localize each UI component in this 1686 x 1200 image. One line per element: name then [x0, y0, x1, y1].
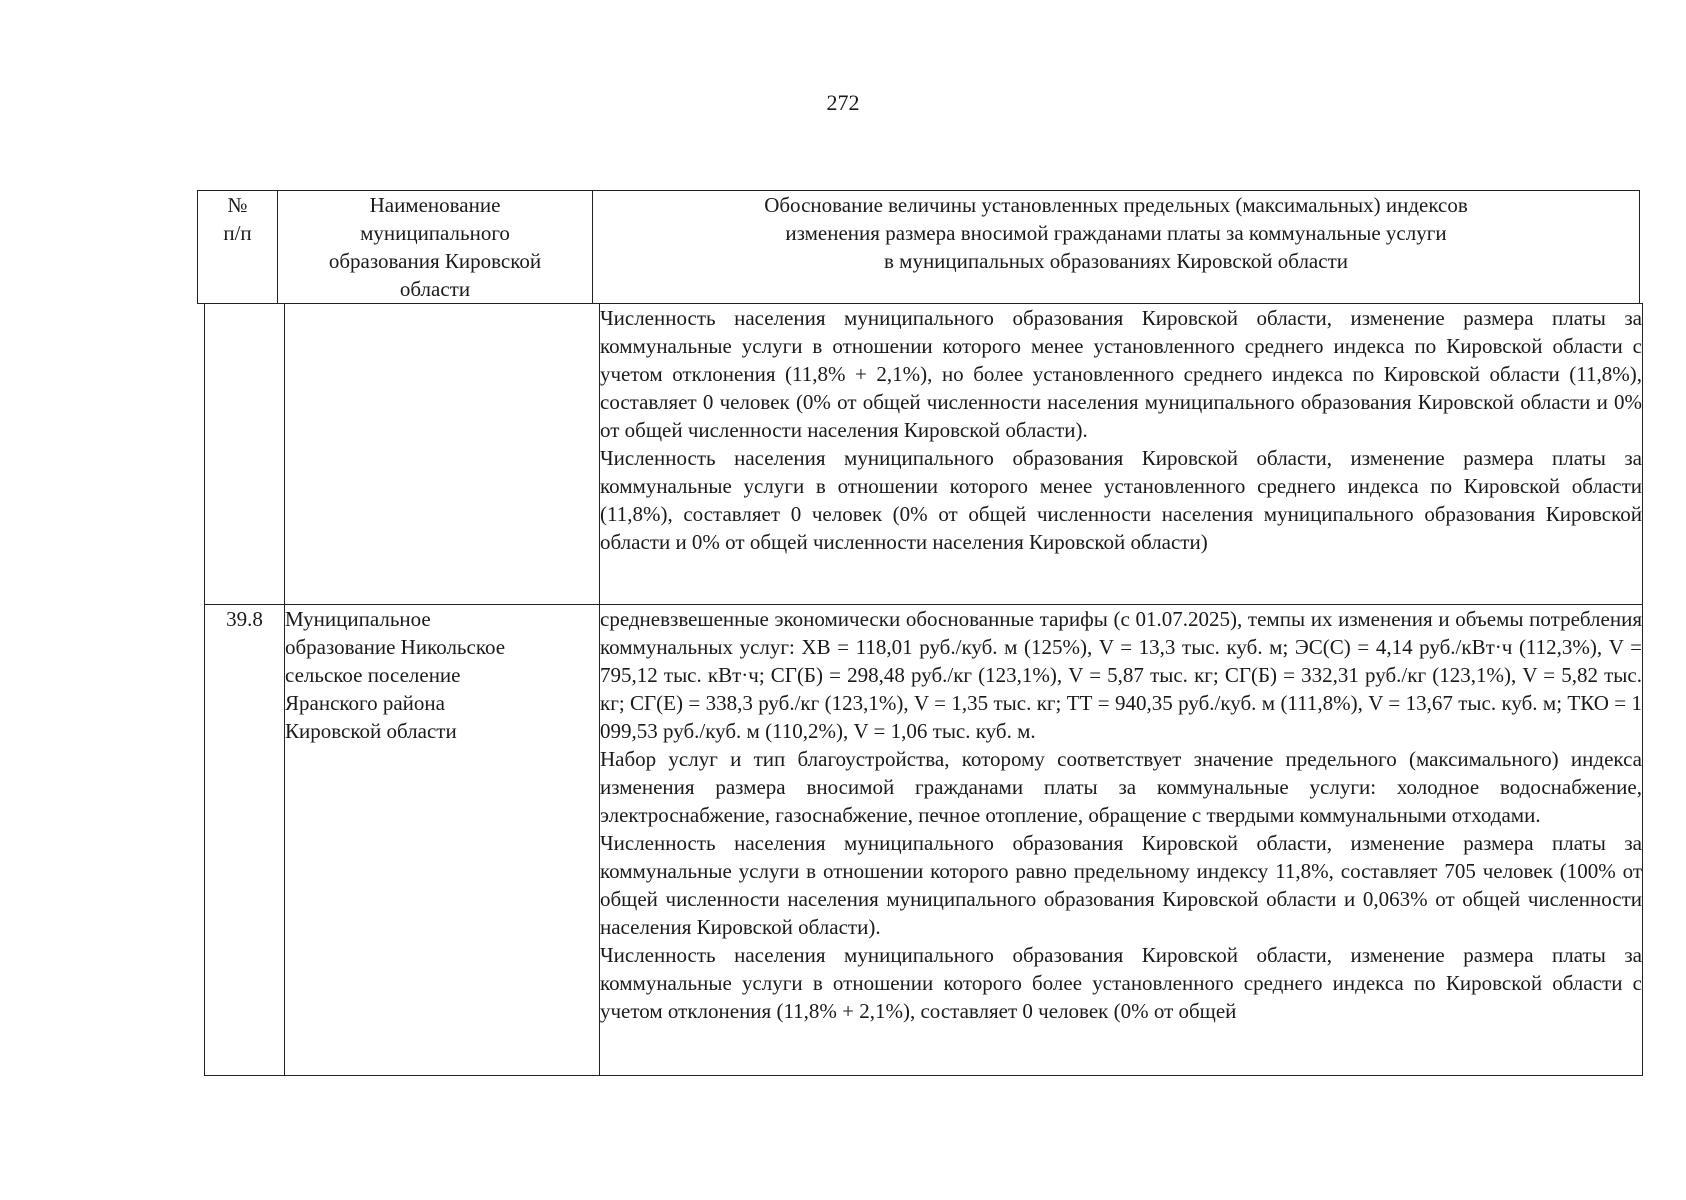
table-header	[197, 190, 1640, 304]
paragraph: Численность населения муниципального образования Кировской области, изменение размера платы за коммунальные услуги в отношении которого менее установленного среднего индекса по Кировской области (11,8%), составляет 0 человек (0% от общей численности населения муниципального образования Кировской области и 0% от общей численности населения Кировской области)	[600, 446, 1642, 554]
name-line: Муниципальное	[285, 607, 431, 631]
table-row	[205, 605, 1643, 1076]
paragraph: Набор услуг и тип благоустройства, которому соответствует значение предельного (максимального) индекса изменения размера вносимой гражданами платы за коммунальные услуги: холодное водоснабжение, электроснабжение, газоснабжение, печное отопление, обращение с твердыми коммунальными отходами.	[600, 747, 1642, 827]
table-body	[204, 303, 1643, 1076]
page-number: 272	[826, 90, 860, 115]
name-line: сельское поселение	[285, 663, 461, 687]
row-number-cell	[205, 304, 285, 605]
column-header-name	[278, 191, 593, 304]
paragraph: средневзвешенные экономически обоснованные тарифы (с 01.07.2025), темпы их изменения и объемы потребления коммунальных услуг: ХВ = 118,01 руб./куб. м (125%), V = 13,3 тыс. куб. м; ЭС(С) = 4,14 руб./кВт·ч (112,3%), V = 795,12 тыс. кВт·ч; СГ(Б) = 298,48 руб./кг (123,1%), V = 5,87 тыс. кг; СГ(Б) = 332,31 руб./кг (123,1%), V = 5,82 тыс. кг; СГ(Е) = 338,3 руб./кг (123,1%), V = 1,35 тыс. кг; ТТ = 940,35 руб./куб. м (111,8%), V = 13,67 тыс. куб. м; ТКО = 1 099,53 руб./куб. м (110,2%), V = 1,06 тыс. куб. м.	[600, 607, 1642, 743]
name-line: Кировской области	[285, 719, 457, 743]
column-header-justification	[593, 191, 1640, 304]
table-row	[205, 304, 1643, 605]
paragraph: Численность населения муниципального образования Кировской области, изменение размера платы за коммунальные услуги в отношении которого более установленного среднего индекса по Кировской области с учетом отклонения (11,8% + 2,1%), составляет 0 человек (0% от общей	[600, 943, 1642, 1023]
column-header-number	[198, 191, 278, 304]
paragraph: Численность населения муниципального образования Кировской области, изменение размера платы за коммунальные услуги в отношении которого равно предельному индексу 11,8%, составляет 705 человек (100% от общей численности населения муниципального образования Кировской области и 0,063% от общей численности населения Кировской области).	[600, 831, 1642, 939]
header-line: Наименование	[369, 193, 501, 217]
justification-cell	[600, 304, 1643, 605]
name-line: Яранского района	[285, 691, 445, 715]
justification-cell	[600, 605, 1643, 1076]
row-number-cell: 39.8	[205, 605, 285, 1076]
header-line: п/п	[223, 221, 252, 245]
header-line: Обоснование величины установленных предельных (максимальных) индексов	[764, 193, 1468, 217]
municipality-name-cell	[285, 304, 600, 605]
header-line: №	[227, 193, 248, 217]
paragraph: Численность населения муниципального образования Кировской области, изменение размера платы за коммунальные услуги в отношении которого менее установленного среднего индекса по Кировской области с учетом отклонения (11,8% + 2,1%), но более установленного среднего индекса по Кировской области (11,8%), составляет 0 человек (0% от общей численности населения муниципального образования Кировской области и 0% от общей численности населения Кировской области).	[600, 306, 1642, 442]
header-line: изменения размера вносимой гражданами платы за коммунальные услуги	[785, 221, 1447, 245]
header-line: области	[399, 277, 471, 301]
municipality-name-cell	[285, 605, 600, 1076]
header-line: муниципального	[360, 221, 510, 245]
header-line: в муниципальных образованиях Кировской области	[883, 249, 1348, 273]
header-line: образования Кировской	[328, 249, 542, 273]
name-line: образование Никольское	[285, 635, 506, 659]
